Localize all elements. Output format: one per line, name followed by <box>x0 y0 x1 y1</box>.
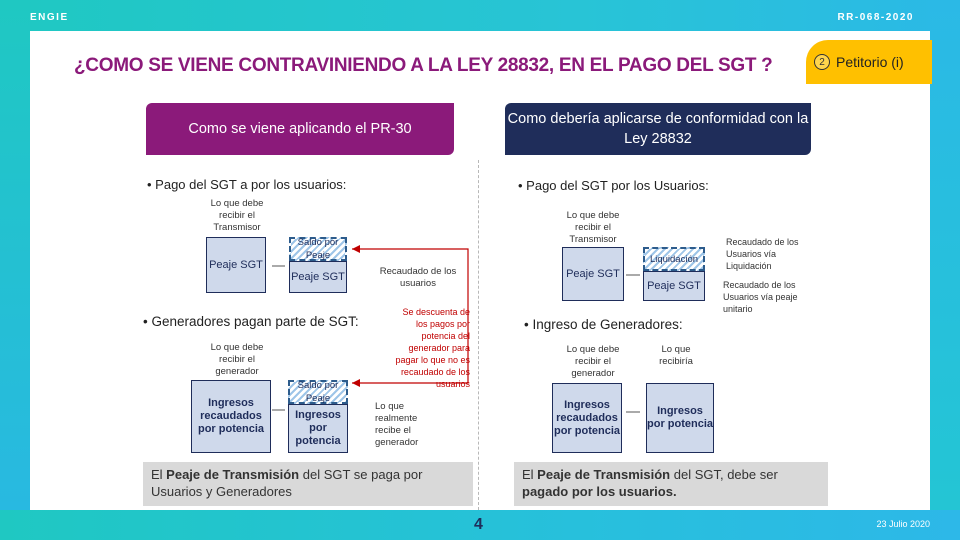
left-bullet-usuarios: • Pago del SGT a por los usuarios: <box>147 177 347 192</box>
slide-title: ¿COMO SE VIENE CONTRAVINIENDO A LA LEY 28832, EN EL PAGO DEL SGT ? <box>74 55 773 76</box>
left-label-realmente-recibe: Lo que realmente recibe el generador <box>375 401 419 448</box>
petitorio-number: 2 <box>814 54 830 70</box>
left-label-debe-transmisor: Lo que debe recibir el Transmisor <box>210 198 264 233</box>
footer-date: 23 Julio 2020 <box>876 519 930 529</box>
page-number: 4 <box>474 516 483 533</box>
left-label-debe-generador: Lo que debe recibir el generador <box>210 342 264 377</box>
petitorio-label: Petitorio (i) <box>836 54 904 70</box>
right-summary-note <box>514 462 828 506</box>
right-bullet-generadores: • Ingreso de Generadores: <box>524 317 683 332</box>
document-code: RR-068-2020 <box>837 12 914 23</box>
left-ingresos-potencia-box: Ingresos por potencia <box>288 404 348 453</box>
right-label-debe-generador: Lo que debe recibir el generador <box>566 344 620 379</box>
right-label-debe-transmisor: Lo que debe recibir el Transmisor <box>566 210 620 245</box>
left-note-bold: Peaje de Transmisión <box>166 467 300 482</box>
right-ingresos-potencia-box: Ingresos por potencia <box>646 383 714 453</box>
left-peaje-sgt-box: Peaje SGT <box>206 237 266 293</box>
left-label-recaudado-usuarios: Recaudado de los usuarios <box>379 266 457 289</box>
right-column-header: Como debería aplicarse de conformidad con la Ley 28832 <box>505 103 811 155</box>
left-bullet-generadores: • Generadores pagan parte de SGT: <box>143 314 359 329</box>
right-peaje-sgt-unitario-box: Peaje SGT <box>643 271 705 301</box>
left-saldo-peaje-gen-box: Saldo por Peaje <box>288 380 348 404</box>
left-column-header: Como se viene aplicando el PR-30 <box>146 103 454 155</box>
left-summary-note <box>143 462 473 506</box>
right-note-bold: Peaje de Transmisión <box>537 467 671 482</box>
right-note-bold2: pagado por los usuarios. <box>522 484 677 499</box>
right-label-recaudado-peaje: Recaudado de los Usuarios vía peaje unitario <box>723 280 798 314</box>
right-note-pre: El <box>522 467 538 482</box>
right-label-recibiria: Lo que recibiría <box>659 344 693 367</box>
left-note-pre: El <box>151 467 167 482</box>
right-ingresos-recaudados-box: Ingresos recaudados por potencia <box>552 383 622 453</box>
right-note-mid: del SGT, debe ser <box>670 467 778 482</box>
left-saldo-peaje-box: Saldo por Peaje <box>289 237 347 261</box>
left-red-note: Se descuenta de los pagos por potencia del generador para pagar lo que no es recaudado de los usuarios <box>395 307 470 389</box>
left-ingresos-recaudados-box: Ingresos recaudados por potencia <box>191 380 271 453</box>
left-peaje-sgt-recaudado-box: Peaje SGT <box>289 261 347 293</box>
brand-label: ENGIE <box>30 12 69 23</box>
right-label-recaudado-liquidacion: Recaudado de los Usuarios vía Liquidación <box>726 237 799 271</box>
right-bullet-usuarios: • Pago del SGT por los Usuarios: <box>518 178 709 193</box>
right-peaje-sgt-box: Peaje SGT <box>562 247 624 301</box>
left-note-post: del SGT se paga por Usuarios y Generadores <box>151 467 423 499</box>
right-liquidacion-box: Liquidación <box>643 247 705 271</box>
